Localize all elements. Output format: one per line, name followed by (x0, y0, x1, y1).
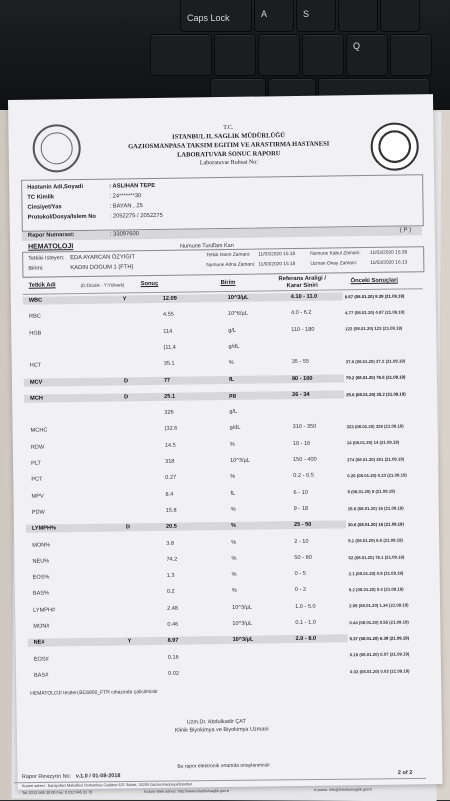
result-value: 77 (163, 377, 171, 384)
key-a-label: A (261, 9, 268, 19)
key-blank-1[interactable] (338, 0, 378, 32)
table-row (25, 455, 425, 469)
flag: D (124, 394, 129, 401)
key-q[interactable] (346, 34, 388, 76)
signature-title: Klinik Biyokimya ve Biyokimya Uzmani (174, 726, 269, 734)
previous-results: 122 (08.01.20) 123 (21.09.19) (345, 325, 403, 332)
previous-results: 0.18 (08.01.20) 0.07 (21.09.19) (349, 651, 410, 658)
result-value: 4.55 (162, 312, 174, 319)
table-row (25, 439, 425, 453)
col-prev: Önceki Sonuçlari (350, 277, 398, 285)
table-row (26, 504, 426, 518)
unit: 10^3/µL (232, 620, 253, 627)
result-value: 3.8 (166, 540, 175, 547)
result-value: 1.3 (166, 572, 175, 579)
previous-results: 5.37 (08.01.20) 6.38 (21.09.19) (349, 635, 410, 642)
reference-range: 35 - 55 (291, 359, 310, 366)
reference-range: 2.0 - 8.0 (295, 636, 317, 643)
result-value: 20.5 (165, 523, 177, 531)
page-number: 2 of 2 (397, 770, 413, 777)
unit: % (231, 539, 237, 546)
section-title: HEMATOLOJI (28, 243, 74, 251)
test-name: NEU% (32, 558, 50, 565)
address: Kurum adresi : Karayolları Mahallesi Osmanbey Caddesi 621 Sokak, 34255 Gaziosmanpaşa/İstanbul (21, 782, 192, 789)
reference-range: 1.0 - 5.0 (295, 603, 316, 610)
flag: D (123, 377, 129, 384)
key-blank-2[interactable] (380, 0, 420, 32)
table-row (23, 341, 423, 355)
key-s[interactable] (296, 0, 336, 32)
reference-range: 9 - 18 (293, 505, 309, 512)
previous-results: 0.44 (08.01.20) 0.55 (21.09.19) (349, 619, 409, 626)
web-address: Kurum Web adresi: http://www.istanbulsaglik.gov.tr (144, 788, 230, 794)
previous-results: 15.8 (08.01.20) 16 (21.09.19) (347, 505, 404, 511)
key-blank-5[interactable] (258, 34, 300, 76)
phone: Tel: 0212 945 30 00 Fax: 0 212 945 31 78 (22, 790, 93, 796)
unit: 10^3/µL (232, 604, 253, 611)
result-value: 114 (163, 328, 173, 335)
col-flag: (D:Düsük - Y:Yüksek) (80, 282, 125, 289)
reference-range: 2 - 10 (294, 538, 309, 545)
unit: g/dL (229, 425, 241, 432)
patient-box (21, 174, 424, 232)
table-row (28, 634, 428, 648)
table-row (26, 520, 426, 534)
test-name: BAS% (32, 590, 50, 598)
previous-results: 25.6 (08.01.20) 25.2 (21.09.19) (346, 391, 406, 397)
col-test: Tetkik Adi (28, 282, 56, 289)
result-value: 74.2 (166, 556, 178, 563)
reference-range: 0.1 - 1.0 (295, 619, 316, 627)
test-name: MON% (32, 541, 51, 549)
previous-results: 30.6 (08.01.20) 16 (21.09.19) (347, 521, 404, 528)
result-value: 2.48 (167, 605, 179, 612)
previous-results: 0.02 (08.01.20) 0.03 (21.09.19) (349, 668, 410, 674)
test-name: PDW (31, 509, 45, 516)
result-value: 25.1 (164, 393, 176, 400)
key-caps-lock-label: Caps Lock (187, 13, 230, 23)
header-ministry: ISTANBUL IL SAGLIK MÜDÜRLÜĞÜ (172, 132, 285, 141)
patient-sex: : BAYAN , 25 (109, 203, 143, 210)
header-report: LABORATUVAR SONUC RAPORU (177, 150, 281, 159)
patient-sex-label: Cinsiyet/Yas (27, 204, 62, 211)
test-name: RDW (30, 444, 45, 451)
table-row (23, 309, 423, 323)
table-row (27, 569, 427, 583)
test-name: HCT (29, 362, 42, 369)
reference-range: 0 - 2 (294, 587, 307, 594)
analyzer-note: HEMATOLOJI testleri,BC6800_FTR cihazinda çalisilmistir (30, 688, 158, 697)
previous-results: 5.1 (08.01.20) 6.6 (21.09.19) (348, 537, 403, 544)
reference-range: 10 - 16 (292, 440, 311, 447)
requester-label: Tetkiki Isteyen: (28, 255, 65, 262)
patient-name: : ASLIHAN TEPE (109, 182, 156, 190)
email-address: e-posta: info@istanbulsaglik.gov.tr (314, 787, 372, 793)
previous-results: 8.67 (08.01.20) 8.39 (21.09.19) (344, 293, 405, 300)
table-row (28, 667, 428, 681)
col-unit: Birim (220, 279, 236, 287)
result-value: 8.97 (167, 637, 179, 645)
previous-results: 2.1 (08.01.20) 0.9 (21.09.19) (348, 570, 404, 577)
unit: 10^6/µL (227, 310, 248, 318)
table-row (24, 374, 424, 388)
flag: Y (122, 296, 127, 303)
hospital-logo (370, 122, 419, 171)
reference-range: 4.10 - 11.0 (290, 293, 318, 301)
table-row (25, 472, 425, 486)
test-name: BAS# (33, 672, 49, 679)
reference-range: 4.0 - 6.2 (290, 310, 312, 317)
reference-range: 50 - 80 (294, 554, 312, 561)
test-name: MCV (29, 379, 43, 386)
unit: g/L (229, 408, 238, 416)
sample-time-label: Numune Alma Zamani: (206, 262, 256, 269)
test-name: MPV (31, 493, 44, 500)
sample-type-label: Numune Turu : (180, 243, 217, 250)
table-row (27, 586, 427, 600)
unit: pg (229, 392, 237, 399)
col-ref2: Karar Siniri (286, 282, 318, 290)
unit: 10^3/µL (227, 294, 249, 301)
header-tc: T.C. (223, 124, 234, 131)
table-row (24, 406, 424, 420)
test-name: LYMPH% (31, 525, 57, 532)
patient-protocol: : 2052275 / 2052275 (109, 212, 163, 220)
test-name: EOS# (33, 656, 49, 663)
reference-range: 0.2 - 0.5 (293, 473, 314, 480)
test-name: MON# (33, 623, 50, 630)
result-value: (11.4 (163, 344, 176, 351)
table-row (23, 325, 423, 339)
result-value: 0.16 (167, 654, 179, 661)
key-blank-4[interactable] (214, 34, 256, 76)
table-row (25, 488, 425, 502)
key-blank-6[interactable] (302, 34, 344, 76)
patient-tc-label: TC Kimlik (27, 194, 55, 201)
signature-name: Uzm.Dr. Abdulkadir ÇAT (186, 718, 246, 726)
previous-results: 79.2 (08.01.20) 76.6 (21.09.19) (345, 374, 406, 381)
result-value: 15.8 (165, 507, 177, 514)
request-time: 11/03/2020 15:18 (258, 252, 296, 258)
unit: % (231, 571, 237, 579)
test-name: LYMPH# (33, 607, 56, 614)
test-name: RBC (28, 313, 41, 321)
result-value: 14.5 (164, 442, 176, 449)
unit: g/dL (228, 343, 240, 350)
page-marker: ( P ) (399, 227, 412, 234)
previous-results: 323 (08.01.20) 329 (21.09.19) (346, 423, 404, 430)
sample-time: 11/03/2020 15:18 (258, 262, 296, 268)
reference-range: 26 - 34 (292, 391, 310, 398)
accept-time: 11/03/2020 15:39 (370, 250, 408, 256)
approve-time: 11/03/2020 16:13 (370, 260, 408, 266)
reference-range: 0 - 5 (294, 570, 306, 578)
header-ruhsat: Laboratuvar Ruhsat No: (199, 159, 258, 167)
revision-label: Rapor Revizyon No: (21, 773, 72, 781)
previous-results: 0.26 (08.01.20) 0.23 (21.09.19) (347, 472, 407, 479)
approve-time-label: Uzman Onay Zamani: (310, 261, 358, 267)
request-time-label: Tetkik Istem Zamani: (206, 252, 251, 259)
ministry-logo (32, 124, 81, 173)
result-value: (32.6 (164, 426, 178, 433)
col-ref: Referans Araligi / (278, 275, 327, 283)
unit-label: Birimi: (28, 265, 44, 272)
table-row (23, 292, 423, 306)
result-value: 0.27 (165, 474, 177, 482)
key-caps-lock[interactable] (180, 0, 252, 32)
report-no-label: Rapor Numarasi: (27, 232, 75, 239)
requester: EDA AYARCAN ÖZYIGIT (70, 254, 136, 262)
unit: % (231, 555, 237, 562)
table-row (27, 602, 427, 616)
table-row (25, 423, 425, 437)
key-blank-3[interactable] (150, 34, 212, 76)
col-result: Sonuç (140, 280, 159, 288)
previous-results: 37.8 (08.01.20) 37.2 (21.09.19) (345, 358, 406, 365)
patient-name-label: Hastanin Adi,Soyadi (27, 183, 84, 191)
previous-results: 9 (08.01.20) 8 (21.09.19) (347, 489, 396, 495)
previous-results: 4.77 (08.01.20) 4.87 (21.09.19) (344, 309, 405, 316)
table-row (26, 537, 426, 551)
report-footer (14, 770, 434, 798)
result-value: 0.46 (167, 621, 179, 628)
reference-range: 80 - 100 (291, 375, 313, 382)
result-value: 12.09 (162, 295, 177, 302)
unit: 10^3/µL (230, 457, 250, 464)
test-name: HGB (29, 330, 42, 337)
patient-protocol-label: Protokol/Dosya/Islem No (27, 213, 96, 221)
key-q-label: Q (353, 41, 361, 51)
previous-results: 274 (08.01.20) 261 (21.09.19) (347, 456, 405, 463)
result-value: 0.02 (167, 670, 179, 677)
key-s-label: S (303, 9, 310, 19)
flag: D (125, 524, 131, 531)
unit: % (231, 588, 237, 595)
table-row (27, 618, 427, 632)
key-a[interactable] (254, 0, 294, 32)
unit: 10^3/µL (232, 636, 254, 644)
reference-range: 110 - 180 (291, 326, 315, 333)
test-name: WBC (28, 297, 43, 304)
unit: % (230, 506, 236, 513)
electronic-approval: Bu rapor elektronik ortamda onaylanmistir. (177, 762, 272, 770)
result-value: 35.1 (163, 360, 175, 368)
result-value: 318 (165, 458, 175, 465)
previous-results: 14 (08.01.20) 14 (21.09.19) (346, 440, 400, 446)
reference-range: 150 - 400 (293, 456, 317, 464)
reference-range: 310 - 350 (292, 424, 317, 431)
table-row (24, 357, 424, 371)
previous-results: 62 (08.01.20) 76.1 (21.09.19) (348, 554, 405, 560)
table-row (24, 390, 424, 404)
unit: % (230, 523, 236, 530)
test-name: EOS% (32, 574, 50, 581)
patient-tc: : 24*******30 (109, 193, 142, 200)
test-name: MCH (30, 395, 43, 402)
reference-range: 6 - 10 (293, 489, 308, 496)
previous-results: 2.65 (08.01.20) 1.34 (21.09.19) (349, 602, 409, 609)
test-name: MCHC (30, 427, 48, 435)
previous-results: 0.2 (08.01.20) 0.4 (21.09.19) (348, 586, 404, 593)
unit: fL (228, 376, 235, 383)
test-name: PCT (31, 476, 43, 484)
result-value: 8.4 (165, 491, 174, 498)
test-name: PLT (31, 460, 41, 467)
result-value: 0.2 (166, 589, 175, 596)
revision: v.1.0 / 01-08-2018 (75, 773, 121, 780)
reference-range: 25 - 50 (293, 521, 312, 529)
unit: fL (230, 490, 236, 497)
unit: % (229, 441, 235, 448)
report-header (103, 123, 354, 167)
unit: % (228, 360, 234, 367)
accept-time-label: Numune Kabul Zamani: (310, 251, 361, 257)
table-row (26, 553, 426, 567)
key-blank-7[interactable] (390, 34, 432, 76)
report-no: : 33097600 (109, 231, 139, 238)
unit: KADIN DOGUM 1 (FTH) (70, 264, 134, 272)
result-value: 326 (164, 409, 174, 416)
unit: % (230, 474, 236, 481)
unit: g/L (228, 327, 237, 334)
table-row (28, 651, 428, 665)
test-name: NE# (33, 639, 45, 646)
header-hospital: GAZIOSMANPASA TAKSIM EGITIM VE ARASTIRMA HASTANESI (128, 140, 330, 151)
sample-type: Tam Kan (212, 242, 234, 250)
flag: Y (127, 638, 132, 645)
